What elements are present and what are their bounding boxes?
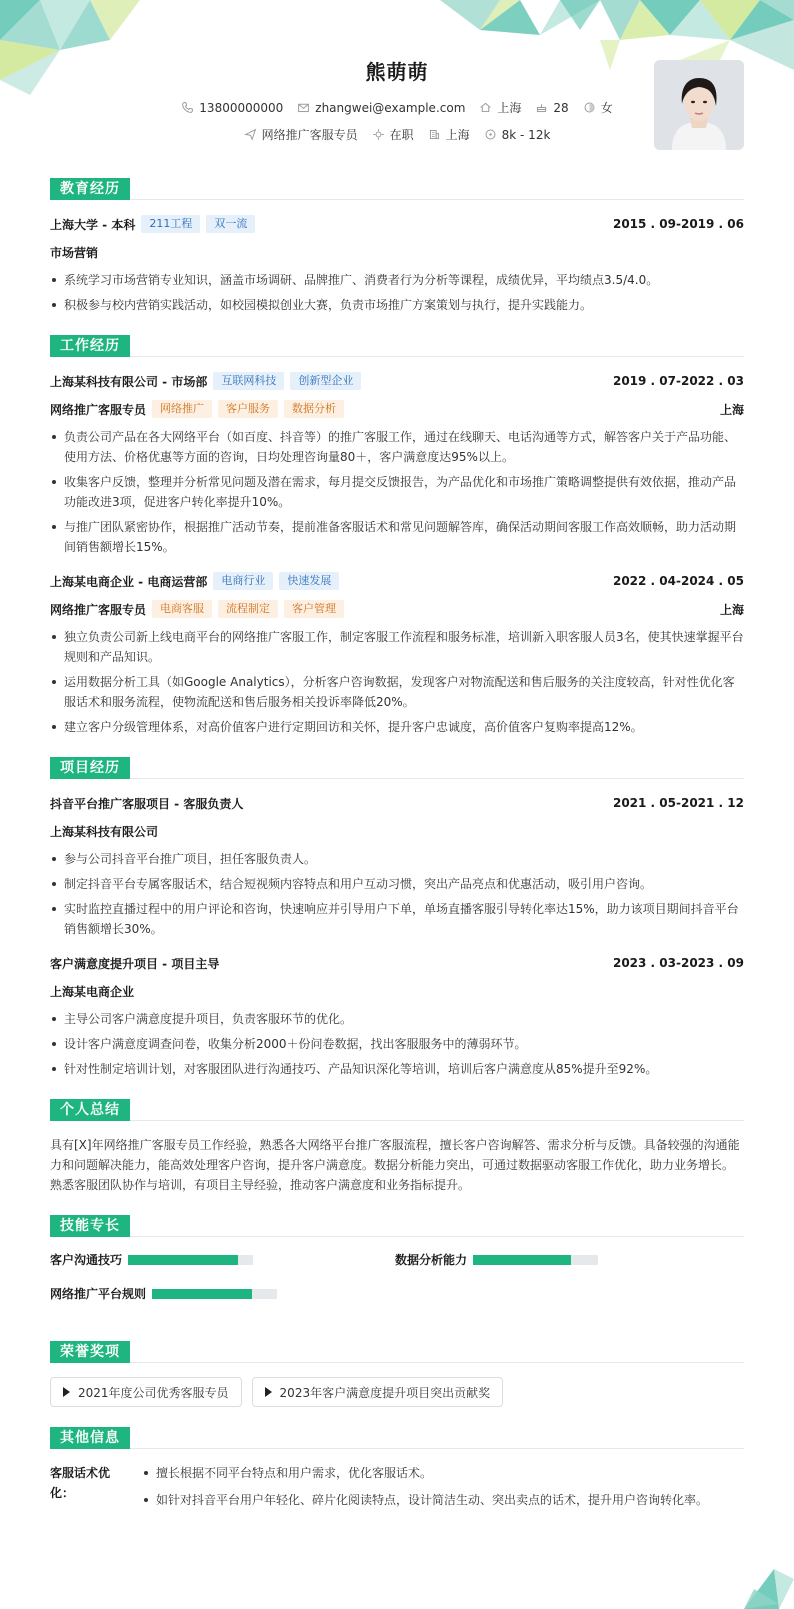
- skills-grid: [50, 1251, 744, 1321]
- section-title: 项目经历: [50, 757, 130, 779]
- education-section: [50, 178, 744, 315]
- job-header-left: [50, 572, 339, 590]
- skills-title-row: [50, 1215, 744, 1237]
- project-org: 上海某电商企业: [50, 984, 135, 999]
- skills-section: [50, 1215, 744, 1321]
- mail-icon: [297, 101, 310, 114]
- section-title: 其他信息: [50, 1427, 130, 1449]
- summary-text: 具有[X]年网络推广客服专员工作经验，熟悉各大网络平台推广客服流程，擅长客户咨询解答、需求分析与反馈。具备较强的沟通能力和问题解决能力，能高效处理客户咨询，提升客户满意度。数据分析能力突出，可通过数据驱动客服工作优化，助力业务增长。熟悉客服团队协作与培训，有项目主导经验，推动客户满意度和业务指标提升。: [50, 1138, 740, 1192]
- candidate-name: 熊萌萌: [365, 60, 429, 84]
- other-label: 客服话术优化：: [50, 1466, 111, 1500]
- school-name: 上海大学 - 本科: [50, 217, 136, 232]
- list-item: 系统学习市场营销专业知识，涵盖市场调研、品牌推广、消费者行为分析等课程，成绩优异，平均绩点3.5/4.0。: [50, 270, 744, 290]
- cake-icon: [535, 101, 548, 114]
- role-tag: 电商客服: [152, 600, 212, 618]
- skill-item: [50, 1285, 277, 1302]
- list-item: 运用数据分析工具（如Google Analytics），分析客户咨询数据，发现客户对物流配送和售后服务的关注度较高，针对性优化客服话术和服务流程，使物流配送和售后服务相关投诉率降低20%。: [50, 672, 744, 712]
- gender: 女: [600, 101, 613, 115]
- role-row: [50, 399, 744, 419]
- list-item: 主导公司客户满意度提升项目，负责客服环节的优化。: [50, 1009, 744, 1029]
- status-icon: [372, 128, 385, 141]
- project-bullets: [50, 849, 744, 939]
- education-header-row: [50, 214, 744, 234]
- major-row: [50, 242, 744, 262]
- education-title-row: [50, 178, 744, 200]
- section-title: 技能专长: [50, 1215, 130, 1237]
- projects-title-row: [50, 757, 744, 779]
- list-item: 设计客户满意度调查问卷，收集分析2000＋份问卷数据，找出客服服务中的薄弱环节。: [50, 1034, 744, 1054]
- profile-photo: [654, 60, 744, 150]
- job-entry: [50, 571, 744, 737]
- job-date: 2022 . 04-2024 . 05: [612, 574, 744, 588]
- summary-section: [50, 1099, 744, 1195]
- awards-list: [50, 1377, 744, 1407]
- target-position: 网络推广客服专员: [261, 128, 358, 142]
- company-tag: 互联网科技: [213, 372, 284, 390]
- job-header-left: [50, 372, 361, 390]
- skill-bar: [128, 1255, 253, 1265]
- list-item: 积极参与校内营销实践活动，如校园模拟创业大赛，负责市场推广方案策划与执行，提升实践能力。: [50, 295, 744, 315]
- salary-item: [484, 128, 551, 142]
- phone-number: 13800000000: [199, 100, 284, 115]
- role-left: [50, 600, 344, 618]
- skill-name: 网络推广平台规则: [50, 1287, 147, 1301]
- role-tag: 数据分析: [284, 400, 344, 418]
- job-date: 2019 . 07-2022 . 03: [612, 374, 744, 388]
- expected-salary: 8k - 12k: [501, 127, 551, 142]
- list-item: 制定抖音平台专属客服话术，结合短视频内容特点和用户互动习惯，突出产品亮点和优惠活动，吸引用户咨询。: [50, 874, 744, 894]
- project-name: 抖音平台推广客服项目 - 客服负责人: [50, 796, 244, 811]
- education-header-left: [50, 215, 255, 233]
- project-org: 上海某科技有限公司: [50, 824, 159, 839]
- project-org-row: [50, 821, 744, 841]
- list-item: 擅长根据不同平台特点和用户需求，优化客服话术。: [142, 1463, 744, 1483]
- role-left: [50, 400, 344, 418]
- school-tag: 双一流: [206, 215, 255, 233]
- position-item: [244, 126, 358, 143]
- send-icon: [244, 128, 257, 141]
- phone-item: [181, 101, 283, 115]
- role-row: [50, 599, 744, 619]
- education-bullets: [50, 270, 744, 315]
- skill-item: [395, 1251, 598, 1268]
- job-location: 上海: [719, 402, 744, 417]
- list-item: 独立负责公司新上线电商平台的网络推广客服工作，制定客服工作流程和服务标准，培训新入职客服人员3名，使其快速掌握平台规则和产品知识。: [50, 627, 744, 667]
- role-tag: 网络推广: [152, 400, 212, 418]
- job-entry: [50, 371, 744, 557]
- list-item: 实时监控直播过程中的用户评论和咨询，快速响应并引导用户下单，单场直播客服引导转化率达15%，助力该项目期间抖音平台销售额增长30%。: [50, 899, 744, 939]
- education-entry: [50, 214, 744, 315]
- other-title-row: [50, 1427, 744, 1449]
- company-tag: 电商行业: [213, 572, 273, 590]
- home-icon: [479, 101, 492, 114]
- project-header-row: [50, 953, 744, 973]
- other-list: [130, 1463, 744, 1517]
- phone-icon: [181, 101, 194, 114]
- job-header-row: [50, 371, 744, 391]
- building-icon: [428, 128, 441, 141]
- section-title: 个人总结: [50, 1099, 130, 1121]
- play-triangle-icon: [63, 1387, 70, 1397]
- major: 市场营销: [50, 245, 99, 260]
- skill-bar: [152, 1289, 277, 1299]
- email-address: zhangwei@example.com: [315, 100, 466, 115]
- city: 上海: [497, 101, 522, 115]
- gender-item: [583, 99, 613, 116]
- awards-section: [50, 1341, 744, 1407]
- project-bullets: [50, 1009, 744, 1079]
- job-bullets: [50, 627, 744, 737]
- role-tag: 客户管理: [284, 600, 344, 618]
- project-header-row: [50, 793, 744, 813]
- project-org-row: [50, 981, 744, 1001]
- company-name: 上海某科技有限公司 - 市场部: [50, 374, 208, 389]
- list-item: 与推广团队紧密协作，根据推广活动节奏，提前准备客服话术和常见问题解答库，确保活动期间客服工作高效顺畅，助力活动期间销售额增长15%。: [50, 517, 744, 557]
- award-label: 2021年度公司优秀客服专员: [78, 1385, 229, 1400]
- age-item: [535, 101, 568, 115]
- decorative-corner-triangles: [734, 1549, 794, 1609]
- list-item: 负责公司产品在各大网络平台（如百度、抖音等）的推广客服工作，通过在线聊天、电话沟通等方式，解答客户关于产品功能、使用方法、价格优惠等方面的咨询，日均处理咨询量80＋，客户满意度达95%以上。: [50, 427, 744, 467]
- city-item: [479, 99, 521, 116]
- skill-bar-fill: [152, 1289, 252, 1299]
- skill-item: [50, 1251, 253, 1268]
- status-item: [372, 126, 414, 143]
- list-item: 参与公司抖音平台推广项目，担任客服负责人。: [50, 849, 744, 869]
- section-title: 荣誉奖项: [50, 1341, 130, 1363]
- award-item: [50, 1377, 242, 1407]
- gender-icon: [583, 101, 596, 114]
- play-triangle-icon: [265, 1387, 272, 1397]
- skill-bar-fill: [473, 1255, 571, 1265]
- education-date: 2015 . 09-2019 . 06: [612, 217, 744, 231]
- email-item: [297, 101, 465, 115]
- skill-bar-fill: [128, 1255, 238, 1265]
- projects-section: [50, 757, 744, 1079]
- company-tag: 创新型企业: [290, 372, 361, 390]
- role-tag: 客户服务: [218, 400, 278, 418]
- school-tag: 211工程: [141, 215, 200, 233]
- job-location: 上海: [719, 602, 744, 617]
- work-city-item: [428, 126, 470, 143]
- list-item: 针对性制定培训计划，对客服团队进行沟通技巧、产品知识深化等培训，培训后客户满意度从85%提升至92%。: [50, 1059, 744, 1079]
- job-header-row: [50, 571, 744, 591]
- company-name: 上海某电商企业 - 电商运营部: [50, 574, 208, 589]
- job-bullets: [50, 427, 744, 557]
- job-role: 网络推广客服专员: [50, 602, 147, 617]
- section-title: 工作经历: [50, 335, 130, 357]
- project-entry: [50, 953, 744, 1079]
- work-title-row: [50, 335, 744, 357]
- award-item: [252, 1377, 504, 1407]
- section-title: 教育经历: [50, 178, 130, 200]
- work-city: 上海: [445, 128, 470, 142]
- resume-content: [50, 178, 744, 1537]
- other-row: [50, 1463, 744, 1517]
- other-section: [50, 1427, 744, 1517]
- project-entry: [50, 793, 744, 939]
- project-date: 2021 . 05-2021 . 12: [612, 796, 744, 810]
- project-name: 客户满意度提升项目 - 项目主导: [50, 956, 220, 971]
- skill-name: 数据分析能力: [395, 1253, 468, 1267]
- age: 28: [553, 100, 569, 115]
- coin-icon: [484, 128, 497, 141]
- skill-bar: [473, 1255, 598, 1265]
- list-item: 如针对抖音平台用户年轻化、碎片化阅读特点，设计简洁生动、突出卖点的话术，提升用户咨询转化率。: [142, 1490, 744, 1510]
- awards-title-row: [50, 1341, 744, 1363]
- role-tag: 流程制定: [218, 600, 278, 618]
- award-label: 2023年客户满意度提升项目突出贡献奖: [279, 1385, 491, 1400]
- employment-status: 在职: [389, 128, 414, 142]
- work-section: [50, 335, 744, 737]
- list-item: 收集客户反馈，整理并分析常见问题及潜在需求，每月提交反馈报告，为产品优化和市场推广策略调整提供有效依据，推动产品功能改进3项，促进客户转化率提升10%。: [50, 472, 744, 512]
- list-item: 建立客户分级管理体系，对高价值客户进行定期回访和关怀，提升客户忠诚度，高价值客户复购率提高12%。: [50, 717, 744, 737]
- job-role: 网络推广客服专员: [50, 402, 147, 417]
- project-date: 2023 . 03-2023 . 09: [612, 956, 744, 970]
- summary-title-row: [50, 1099, 744, 1121]
- skill-name: 客户沟通技巧: [50, 1253, 123, 1267]
- company-tag: 快速发展: [279, 572, 339, 590]
